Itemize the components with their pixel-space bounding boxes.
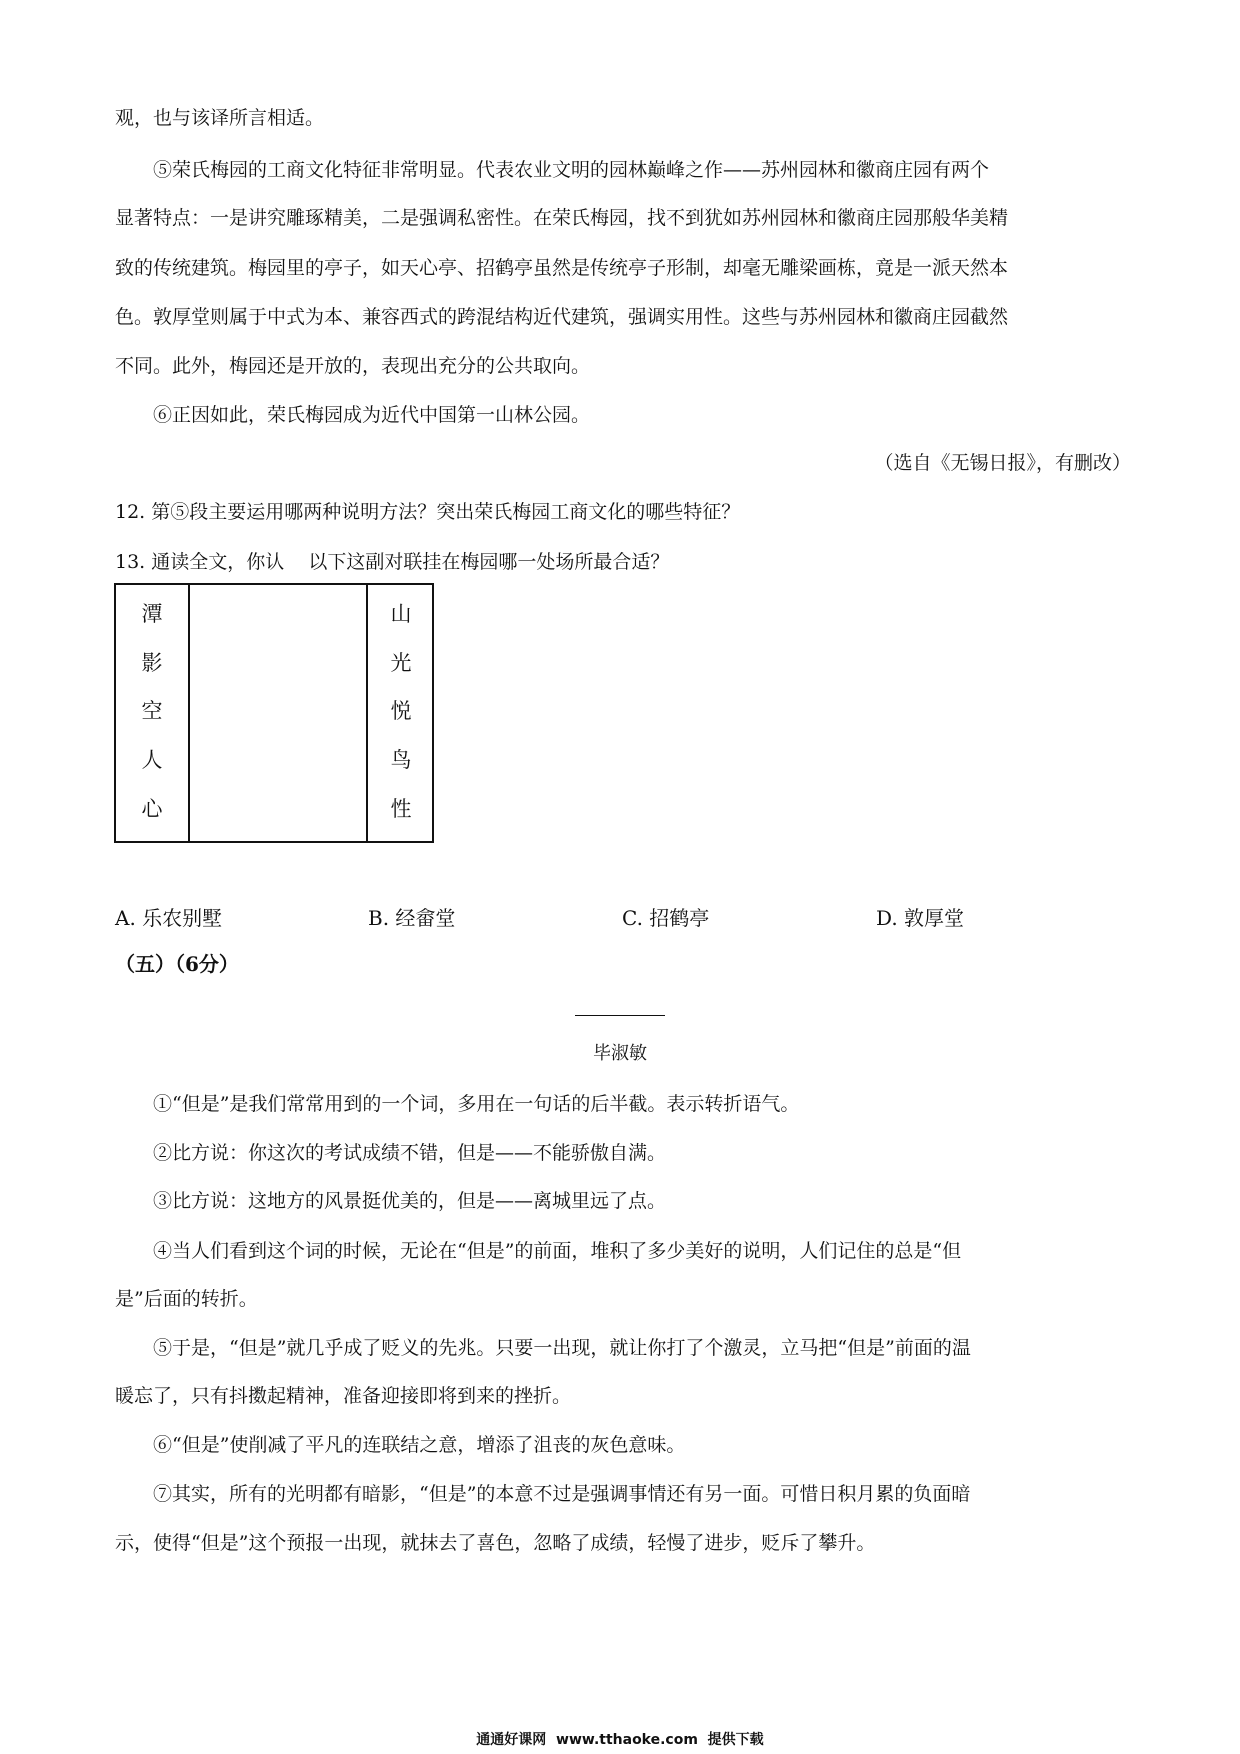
couplet-right-char: 性 (390, 797, 412, 821)
couplet-right-column (366, 585, 434, 841)
section5-paragraph-4-line-2: 是”后面的转折。 (115, 1288, 258, 1310)
option-d: D. 敦厚堂 (876, 906, 965, 930)
section5-paragraph-7-line-1: ⑦其实，所有的光明都有暗影，“但是”的本意不过是强调事情还有另一面。可惜日积月累的负面暗 (153, 1483, 971, 1505)
section5-paragraph-2: ②比方说：你这次的考试成绩不错，但是——不能骄傲自满。 (153, 1142, 667, 1164)
couplet-right-char: 山 (390, 602, 412, 626)
couplet-left-char: 人 (141, 748, 163, 772)
option-b: B. 经畲堂 (368, 906, 456, 930)
couplet-box (114, 583, 434, 843)
title-blank-line (575, 1015, 665, 1016)
question-12: 12. 第⑤段主要运用哪两种说明方法？突出荣氏梅园工商文化的哪些特征？ (115, 501, 741, 523)
section5-paragraph-3: ③比方说：这地方的风景挺优美的，但是——离城里远了点。 (153, 1190, 667, 1212)
couplet-left-char: 影 (141, 651, 163, 675)
paragraph-5-line-1: ⑤荣氏梅园的工商文化特征非常明显。代表农业文明的园林巅峰之作——苏州园林和徽商庄园有两个 (153, 159, 990, 181)
question-13: 13. 通读全文，你认 以下这副对联挂在梅园哪一处场所最合适？ (115, 551, 670, 573)
option-a: A. 乐农别墅 (115, 906, 223, 930)
section5-paragraph-5-line-2: 暖忘了，只有抖擞起精神，准备迎接即将到来的挫折。 (115, 1385, 572, 1407)
source-note: （选自《无锡日报》，有删改） (874, 452, 1131, 474)
section5-paragraph-5-line-1: ⑤于是，“但是”就几乎成了贬义的先兆。只要一出现，就让你打了个激灵，立马把“但是”前面的温 (153, 1337, 971, 1359)
couplet-right-char: 光 (390, 651, 412, 675)
paragraph-5-line-3: 致的传统建筑。梅园里的亭子，如天心亭、招鹤亭虽然是传统亭子形制，却毫无雕梁画栋，竟是一派天然本 (115, 257, 1009, 279)
couplet-left-char: 潭 (141, 602, 163, 626)
section-heading: （五）（6分） (115, 952, 239, 976)
footer-watermark: 通通好课网 www.tthaoke.com 提供下载 (476, 1732, 764, 1748)
section5-paragraph-7-line-2: 示，使得“但是”这个预报一出现，就抹去了喜色，忽略了成绩，轻慢了进步，贬斥了攀升。 (115, 1532, 876, 1554)
paragraph-5-line-4: 色。敦厚堂则属于中式为本、兼容西式的跨混结构近代建筑，强调实用性。这些与苏州园林和徽商庄园截然 (115, 306, 1009, 328)
couplet-left-char: 心 (141, 797, 163, 821)
paragraph-6: ⑥正因如此，荣氏梅园成为近代中国第一山林公园。 (153, 404, 591, 426)
author-name: 毕淑敏 (593, 1043, 647, 1064)
couplet-right-char: 悦 (390, 699, 412, 723)
couplet-left-column (116, 585, 190, 841)
section5-paragraph-4-line-1: ④当人们看到这个词的时候，无论在“但是”的前面，堆积了多少美好的说明，人们记住的总是“但 (153, 1240, 962, 1262)
couplet-left-char: 空 (141, 699, 163, 723)
passage-line-1: 观，也与该译所言相适。 (115, 107, 325, 129)
couplet-right-char: 鸟 (390, 748, 412, 772)
section5-paragraph-1: ①“但是”是我们常常用到的一个词，多用在一句话的后半截。表示转折语气。 (153, 1093, 800, 1115)
section5-paragraph-6: ⑥“但是”使削减了平凡的连联结之意，增添了沮丧的灰色意味。 (153, 1434, 686, 1456)
option-c: C. 招鹤亭 (622, 906, 710, 930)
paragraph-5-line-2: 显著特点：一是讲究雕琢精美，二是强调私密性。在荣氏梅园，找不到犹如苏州园林和徽商庄园那般华美精 (115, 207, 1009, 229)
paragraph-5-line-5: 不同。此外，梅园还是开放的，表现出充分的公共取向。 (115, 355, 591, 377)
